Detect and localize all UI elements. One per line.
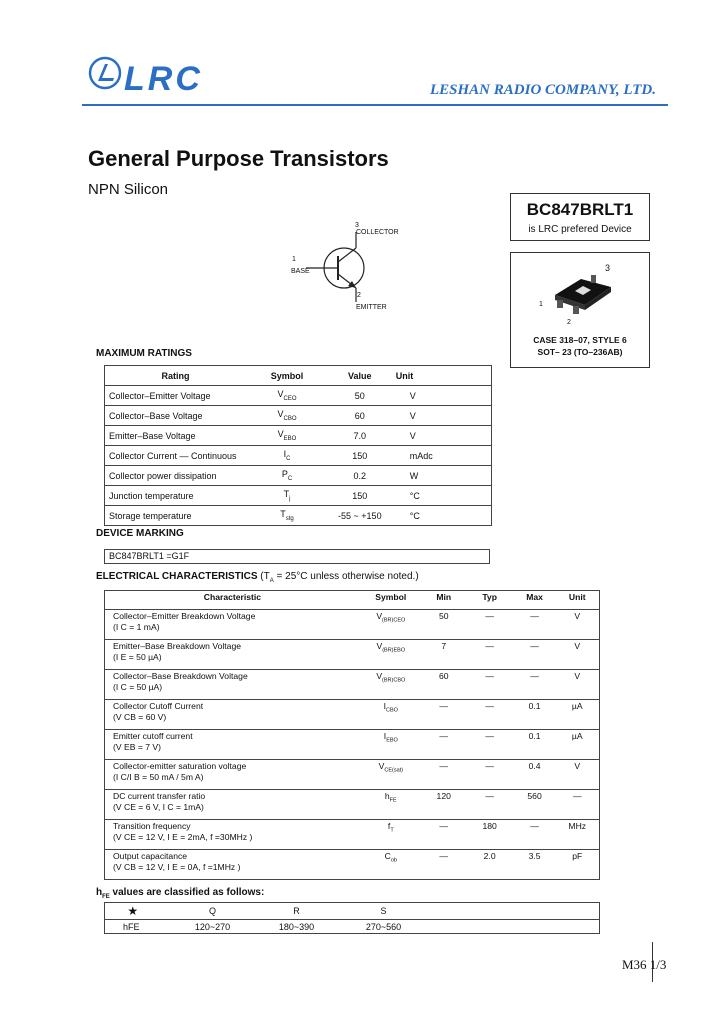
char-symbol-main: I	[383, 701, 387, 711]
char-cell	[105, 730, 360, 760]
rating-symbol-main: P	[281, 469, 288, 480]
hfe-value-row	[105, 920, 600, 934]
char-condition: (I C = 50 µA)	[113, 682, 163, 692]
rating-value: 60	[328, 406, 392, 426]
char-symbol-main: V	[376, 641, 383, 651]
char-max: —	[514, 640, 556, 670]
electrical-row	[105, 640, 600, 670]
char-symbol-main: C	[384, 851, 391, 861]
max-rating-row	[105, 466, 492, 486]
char-typ: —	[466, 610, 514, 640]
char-cell	[105, 760, 360, 790]
electrical-note-rest: = 25°C unless otherwise noted.)	[273, 571, 419, 582]
rating-symbol-main: V	[277, 409, 284, 420]
hfe-row-label: hFE	[123, 921, 140, 932]
pin3-label: 3	[355, 222, 359, 229]
char-unit: V	[556, 640, 600, 670]
char-symbol-sub: (BR)EBO	[382, 647, 406, 654]
sot-type: SOT– 23 (TO–236AB)	[537, 347, 623, 357]
logo-text: LRC	[124, 60, 203, 98]
char-max: —	[514, 820, 556, 850]
char-typ: 2.0	[466, 850, 514, 880]
rating-symbol	[246, 486, 328, 506]
hfe-value-r: 180~390	[278, 921, 315, 932]
rating-symbol-sub: j	[289, 495, 291, 502]
rating-symbol-main: T	[280, 509, 286, 520]
char-typ: —	[466, 700, 514, 730]
char-min: —	[422, 820, 466, 850]
char-min: —	[422, 760, 466, 790]
char-symbol	[360, 760, 422, 790]
electrical-row	[105, 790, 600, 820]
rating-symbol-main: I	[283, 449, 287, 460]
rating-symbol	[246, 426, 328, 446]
star-icon: ★	[127, 904, 139, 918]
max-ratings-heading: MAXIMUM RATINGS	[96, 348, 192, 359]
char-typ: —	[466, 670, 514, 700]
hfe-col-s: S	[380, 906, 387, 916]
char-max: —	[514, 670, 556, 700]
ec-header-max: Max	[526, 592, 543, 602]
rating-symbol-main: T	[283, 489, 290, 500]
rating-symbol-main: V	[277, 429, 284, 440]
header-rating: Rating	[161, 370, 190, 381]
device-marking-heading: DEVICE MARKING	[96, 528, 184, 539]
char-symbol-sub: ob	[390, 857, 397, 864]
header-unit: Unit	[395, 370, 414, 381]
char-min: —	[422, 700, 466, 730]
char-condition: (I C = 1 mA)	[113, 622, 160, 632]
char-min: —	[422, 850, 466, 880]
ec-header-characteristic: Characteristic	[203, 592, 262, 602]
ec-header-typ: Typ	[482, 592, 497, 602]
char-typ: —	[466, 760, 514, 790]
char-cell	[105, 820, 360, 850]
rating-name: Collector power dissipation	[105, 466, 247, 486]
char-max: 0.1	[514, 700, 556, 730]
char-symbol-sub: EBO	[386, 737, 398, 744]
char-condition: (V CE = 6 V, I C = 1mA)	[113, 802, 204, 812]
rating-name: Storage temperature	[105, 506, 247, 526]
device-marking-value: BC847BRLT1 =G1F	[109, 551, 190, 561]
hfe-value-q: 120~270	[194, 921, 231, 932]
rating-name: Emitter–Base Voltage	[105, 426, 247, 446]
rating-symbol-sub: CBO	[283, 415, 297, 422]
char-symbol	[360, 820, 422, 850]
char-unit: µA	[556, 700, 600, 730]
char-symbol-main: V	[378, 761, 385, 771]
char-cell	[105, 850, 360, 880]
sot23-package-icon	[511, 257, 649, 327]
rating-unit: °C	[392, 506, 492, 526]
char-max: —	[514, 610, 556, 640]
header-symbol: Symbol	[270, 370, 304, 381]
char-name: DC current transfer ratio	[113, 791, 206, 801]
pin2-label: 2	[357, 292, 361, 299]
char-unit: V	[556, 610, 600, 640]
page-title: General Purpose Transistors	[88, 146, 389, 171]
rating-symbol	[246, 406, 328, 426]
char-max: 3.5	[514, 850, 556, 880]
char-symbol-sub: T	[390, 827, 394, 834]
rating-symbol-main: V	[277, 389, 284, 400]
char-unit: —	[556, 790, 600, 820]
rating-symbol-sub: CEO	[283, 395, 297, 402]
char-condition: (I C/I B = 50 mA / 5m A)	[113, 772, 204, 782]
page-subtitle: NPN Silicon	[88, 181, 169, 198]
max-ratings-header-row	[105, 366, 492, 386]
part-number-box	[510, 193, 650, 241]
char-symbol	[360, 790, 422, 820]
electrical-heading	[96, 571, 419, 584]
electrical-row	[105, 850, 600, 880]
rating-value: 150	[328, 486, 392, 506]
electrical-header-row	[105, 591, 600, 610]
ec-header-symbol: Symbol	[375, 592, 407, 602]
char-typ: 180	[466, 820, 514, 850]
lrc-logo-icon	[88, 56, 122, 90]
base-label: BASE	[291, 268, 310, 275]
rating-name: Collector–Emitter Voltage	[105, 386, 247, 406]
char-typ: —	[466, 640, 514, 670]
rating-value: 150	[328, 446, 392, 466]
max-rating-row	[105, 426, 492, 446]
max-rating-row	[105, 506, 492, 526]
ec-header-min: Min	[436, 592, 452, 602]
char-unit: µA	[556, 730, 600, 760]
electrical-note-sub: A	[269, 578, 274, 584]
header-rule	[82, 104, 668, 106]
rating-name: Collector Current — Continuous	[105, 446, 247, 466]
rating-symbol	[246, 506, 328, 526]
device-marking-box	[104, 549, 490, 564]
hfe-header-row	[105, 903, 600, 920]
rating-symbol-sub: EBO	[283, 435, 297, 442]
header-value: Value	[348, 370, 372, 381]
case-style: CASE 318–07, STYLE 6	[533, 335, 627, 345]
hfe-value-s: 270~560	[365, 921, 402, 932]
rating-value: 0.2	[328, 466, 392, 486]
electrical-row	[105, 670, 600, 700]
rating-value: 50	[328, 386, 392, 406]
hfe-heading-h: h	[96, 887, 103, 898]
rating-name: Collector–Base Voltage	[105, 406, 247, 426]
rating-symbol-sub: C	[286, 455, 291, 462]
max-rating-row	[105, 486, 492, 506]
char-max: 560	[514, 790, 556, 820]
hfe-heading	[96, 887, 264, 900]
preferred-device: is LRC prefered Device	[528, 224, 632, 235]
char-cell	[105, 670, 360, 700]
char-symbol	[360, 610, 422, 640]
rating-symbol-sub: C	[287, 475, 293, 482]
max-rating-row	[105, 406, 492, 426]
electrical-table	[104, 590, 600, 880]
collector-label: COLLECTOR	[356, 229, 399, 236]
char-unit: pF	[556, 850, 600, 880]
hfe-table	[104, 902, 600, 934]
company-name: LESHAN RADIO COMPANY, LTD.	[430, 82, 657, 98]
char-symbol-sub: (BR)CBO	[382, 677, 406, 684]
rating-symbol	[246, 386, 328, 406]
char-name: Output capacitance	[113, 851, 188, 861]
char-min: 50	[422, 610, 466, 640]
rating-name: Junction temperature	[105, 486, 247, 506]
rating-value: -55 ~ +150	[328, 506, 392, 526]
part-number: BC847BRLT1	[526, 200, 634, 219]
char-cell	[105, 640, 360, 670]
char-cell	[105, 700, 360, 730]
transistor-schematic	[288, 222, 408, 314]
char-name: Collector–Base Breakdown Voltage	[113, 671, 248, 681]
electrical-row	[105, 610, 600, 640]
char-name: Collector Cutoff Current	[113, 701, 204, 711]
pkg-pin2: 2	[567, 319, 571, 326]
char-unit: V	[556, 760, 600, 790]
hfe-col-r: R	[293, 906, 300, 916]
hfe-col-q: Q	[208, 906, 216, 916]
char-symbol	[360, 640, 422, 670]
rating-unit: V	[392, 426, 492, 446]
electrical-row	[105, 760, 600, 790]
hfe-heading-rest: values are classified as follows:	[109, 887, 265, 898]
char-symbol-main: f	[387, 821, 391, 831]
max-ratings-body	[105, 386, 492, 526]
ec-header-unit: Unit	[568, 592, 586, 602]
char-symbol-sub: CBO	[386, 707, 398, 714]
char-name: Emitter cutoff current	[113, 731, 193, 741]
max-ratings-table	[104, 365, 492, 526]
max-rating-row	[105, 446, 492, 466]
electrical-row	[105, 700, 600, 730]
emitter-label: EMITTER	[356, 304, 387, 311]
char-symbol-sub: (BR)CEO	[382, 617, 406, 624]
page-number: M36 1/3	[622, 957, 667, 972]
char-symbol	[360, 670, 422, 700]
rating-unit: °C	[392, 486, 492, 506]
package-box	[510, 252, 650, 368]
electrical-title: ELECTRICAL CHARACTERISTICS	[96, 571, 258, 582]
char-name: Collector–Emitter Breakdown Voltage	[113, 611, 256, 621]
hfe-heading-sub: FE	[102, 894, 110, 900]
electrical-row	[105, 730, 600, 760]
char-unit: V	[556, 670, 600, 700]
char-unit: MHz	[556, 820, 600, 850]
pkg-pin3: 3	[605, 263, 611, 273]
rating-symbol	[246, 446, 328, 466]
char-condition: (I E = 50 µA)	[113, 652, 162, 662]
rating-value: 7.0	[328, 426, 392, 446]
char-name: Transition frequency	[113, 821, 191, 831]
char-min: 7	[422, 640, 466, 670]
char-name: Collector-emitter saturation voltage	[113, 761, 247, 771]
electrical-note-open: (T	[260, 571, 270, 582]
char-symbol-main: I	[383, 731, 387, 741]
char-typ: —	[466, 790, 514, 820]
char-symbol	[360, 850, 422, 880]
pin1-label: 1	[292, 256, 296, 263]
char-typ: —	[466, 730, 514, 760]
char-condition: (V CE = 12 V, I E = 2mA, f =30MHz )	[113, 832, 253, 842]
rating-symbol-sub: stg	[285, 515, 294, 522]
char-cell	[105, 790, 360, 820]
char-cell	[105, 610, 360, 640]
char-symbol	[360, 700, 422, 730]
char-min: —	[422, 730, 466, 760]
char-max: 0.1	[514, 730, 556, 760]
electrical-row	[105, 820, 600, 850]
char-symbol-main: V	[376, 611, 383, 621]
pkg-pin1: 1	[539, 301, 543, 308]
char-min: 60	[422, 670, 466, 700]
rating-symbol	[246, 466, 328, 486]
char-condition: (V CB = 12 V, I E = 0A, f =1MHz )	[113, 862, 241, 872]
char-symbol-main: V	[376, 671, 383, 681]
char-max: 0.4	[514, 760, 556, 790]
char-condition: (V CB = 60 V)	[113, 712, 167, 722]
char-symbol-main: h	[384, 791, 390, 801]
electrical-body	[105, 610, 600, 880]
char-symbol-sub: FE	[389, 797, 397, 804]
max-rating-row	[105, 386, 492, 406]
rating-unit: V	[392, 406, 492, 426]
rating-unit: W	[392, 466, 492, 486]
rating-unit: mAdc	[392, 446, 492, 466]
rating-unit: V	[392, 386, 492, 406]
char-min: 120	[422, 790, 466, 820]
char-condition: (V EB = 7 V)	[113, 742, 161, 752]
char-symbol	[360, 730, 422, 760]
char-symbol-sub: CE(sat)	[384, 767, 403, 774]
char-name: Emitter–Base Breakdown Voltage	[113, 641, 242, 651]
